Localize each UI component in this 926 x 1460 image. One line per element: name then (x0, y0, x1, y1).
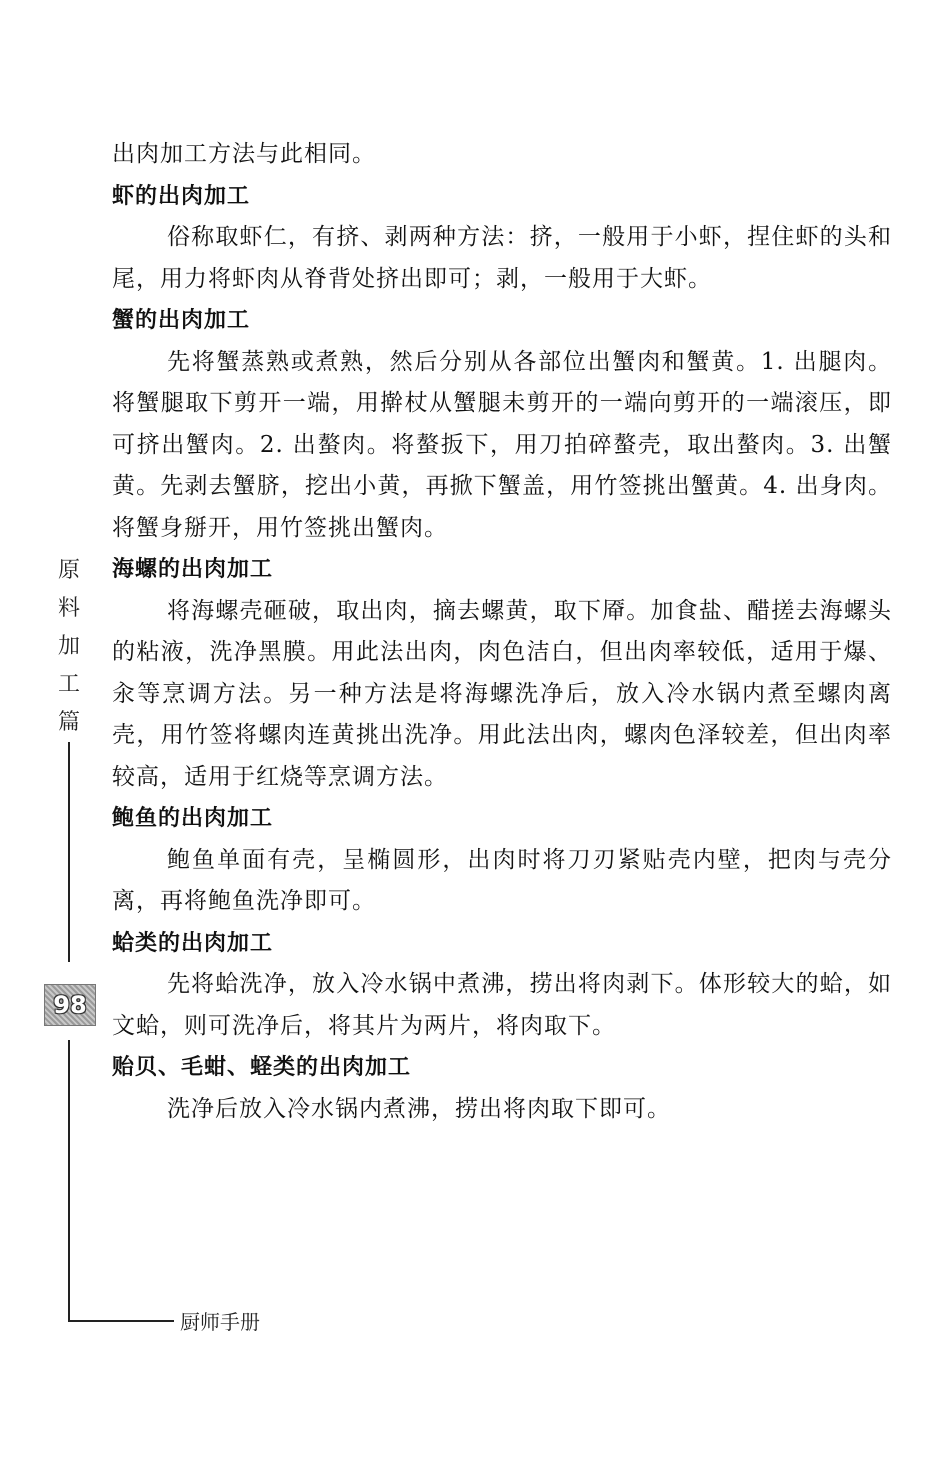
section-heading-conch: 海螺的出肉加工 (112, 557, 274, 582)
side-rule-bottom (68, 1040, 70, 1320)
page-body (112, 134, 892, 1130)
section-heading-abalone: 鲍鱼的出肉加工 (112, 806, 274, 831)
footer-rule (68, 1320, 174, 1322)
section-heading-shrimp: 虾的出肉加工 (112, 183, 251, 209)
section-paragraph-mussel: 洗净后放入冷水锅内煮沸，捞出将肉取下即可。 (167, 1095, 671, 1122)
side-chapter-char: 工 (57, 672, 80, 697)
section-paragraph-shrimp: 俗称取虾仁，有挤、剥两种方法：挤，一般用于小虾，捏住虾的头和尾，用力将虾肉从脊背处挤出即可；剥，一般用于大虾。 (112, 224, 892, 292)
section-paragraph-crab: 先将蟹蒸熟或煮熟，然后分别从各部位出蟹肉和蟹黄。1. 出腿肉。将蟹腿取下剪开一端，用擀杖从蟹腿未剪开的一端向剪开的一端滚压，即可挤出蟹肉。2. 出螯肉。将螯扳下，用刀拍碎螯壳，取出螯肉。3. 出蟹黄。先剥去蟹脐，挖出小黄，再掀下蟹盖，用竹签挑出蟹黄。4. 出身肉。将蟹身掰开，用竹签挑出蟹肉。 (112, 348, 892, 541)
footer-book-title: 厨师手册 (180, 1310, 260, 1334)
section-heading-clam: 蛤类的出肉加工 (112, 930, 274, 956)
section-heading-mussel: 贻贝、毛蚶、蛏类的出肉加工 (112, 1055, 412, 1080)
side-chapter-label (55, 552, 83, 742)
page-number-badge (44, 984, 96, 1026)
section-paragraph-conch: 将海螺壳砸破，取出肉，摘去螺黄，取下厣。加食盐、醋搓去海螺头的粘液，洗净黑膜。用此法出肉，肉色洁白，但出肉率较低，适用于爆、汆等烹调方法。另一种方法是将海螺洗净后，放入冷水锅内煮至螺肉离壳，用竹签将螺肉连黄挑出洗净。用此法出肉，螺肉色泽较差，但出肉率较高，适用于红烧等烹调方法。 (112, 597, 892, 790)
side-rule-top (68, 742, 70, 962)
section-heading-crab: 蟹的出肉加工 (112, 308, 251, 333)
page-number: 98 (53, 991, 87, 1019)
side-chapter-char: 加 (57, 634, 80, 659)
section-paragraph-abalone: 鲍鱼单面有壳，呈椭圆形，出肉时将刀刃紧贴壳内壁，把肉与壳分离，再将鲍鱼洗净即可。 (112, 846, 892, 914)
side-chapter-char: 料 (57, 596, 80, 621)
section-paragraph-clam: 先将蛤洗净，放入冷水锅中煮沸，捞出将肉剥下。体形较大的蛤，如文蛤，则可洗净后，将其片为两片，将肉取下。 (112, 971, 892, 1039)
intro-line: 出肉加工方法与此相同。 (112, 141, 376, 167)
side-chapter-char: 原 (57, 558, 80, 583)
side-chapter-char: 篇 (57, 710, 80, 735)
